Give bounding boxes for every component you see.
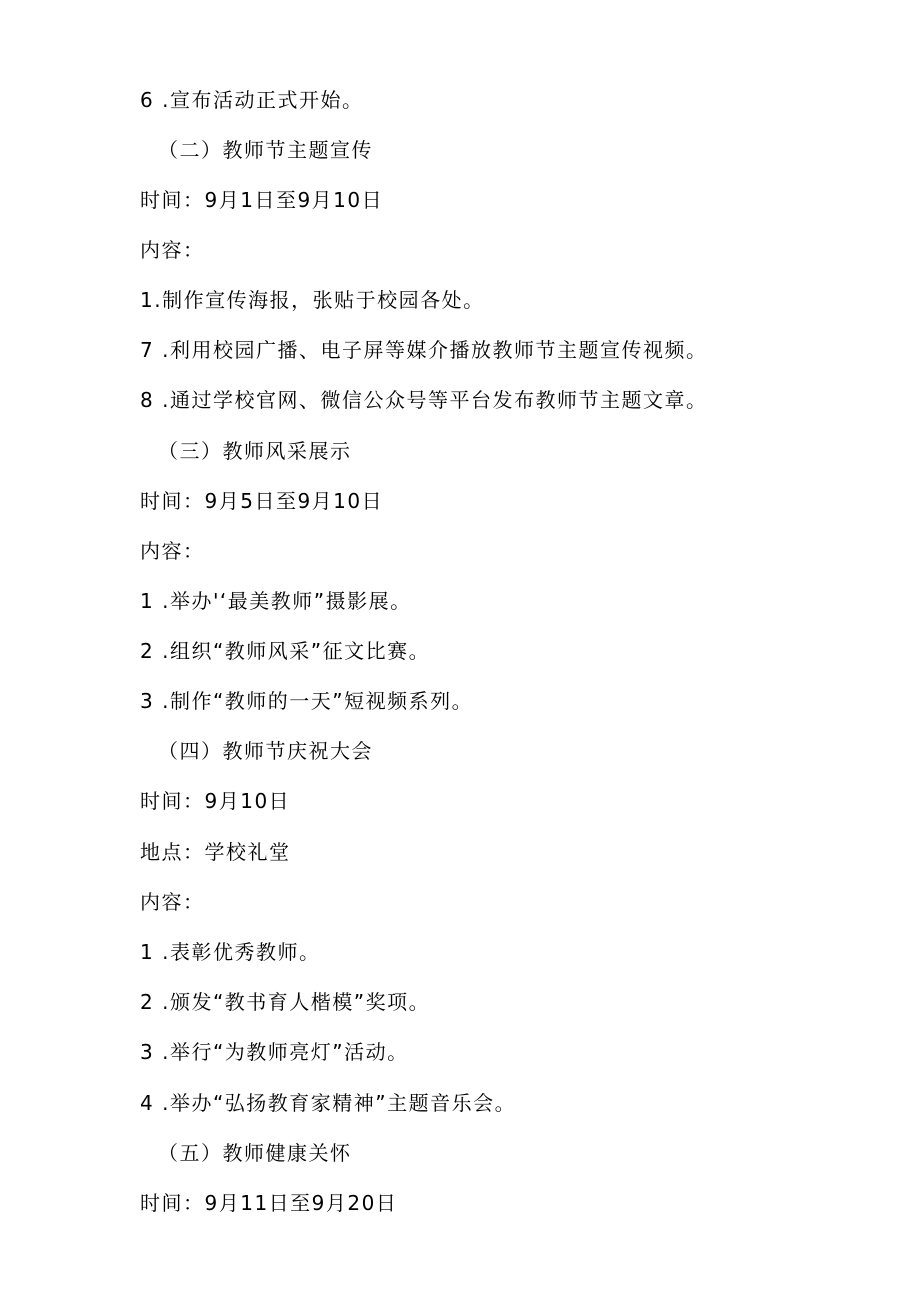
list-item-website: 8 .通过学校官网、微信公众号等平台发布教师节主题文章。 (140, 388, 708, 412)
section-heading-celebration: （四）教师节庆祝大会 (158, 739, 373, 763)
section-heading-teacher-showcase: （三）教师风采展示 (158, 439, 352, 463)
time-line: 时间：9月11日至9月20日 (140, 1191, 398, 1215)
content-label: 内容： (140, 539, 205, 563)
section-heading-health-care: （五）教师健康关怀 (158, 1141, 352, 1165)
section-heading-theme-promotion: （二）教师节主题宣传 (158, 138, 373, 162)
content-label: 内容： (140, 890, 205, 914)
list-item-essay-contest: 2 .组织“教师风采”征文比赛。 (140, 639, 431, 663)
time-line: 时间：9月5日至9月10日 (140, 489, 384, 513)
list-item-broadcast: 7 .利用校园广播、电子屏等媒介播放教师节主题宣传视频。 (140, 338, 708, 362)
list-item-short-video: 3 .制作“教师的一天”短视频系列。 (140, 689, 474, 713)
list-item-light-up: 3 .举行“为教师亮灯”活动。 (140, 1040, 409, 1064)
list-item-poster: 1.制作宣传海报，张贴于校园各处。 (140, 288, 485, 312)
list-item-award: 2 .颁发“教书育人楷模”奖项。 (140, 990, 431, 1014)
list-item-commend: 1 .表彰优秀教师。 (140, 940, 321, 964)
time-line: 时间：9月10日 (140, 789, 291, 813)
time-line: 时间：9月1日至9月10日 (140, 188, 384, 212)
list-item-announce-start: 6 .宣布活动正式开始。 (140, 88, 364, 112)
list-item-concert: 4 .举办“弘扬教育家精神”主题音乐会。 (140, 1091, 517, 1115)
list-item-photo-exhibition: 1 .举办'‘最美教师”摄影展。 (140, 589, 412, 613)
content-label: 内容： (140, 238, 205, 262)
location-line: 地点：学校礼堂 (140, 840, 291, 864)
